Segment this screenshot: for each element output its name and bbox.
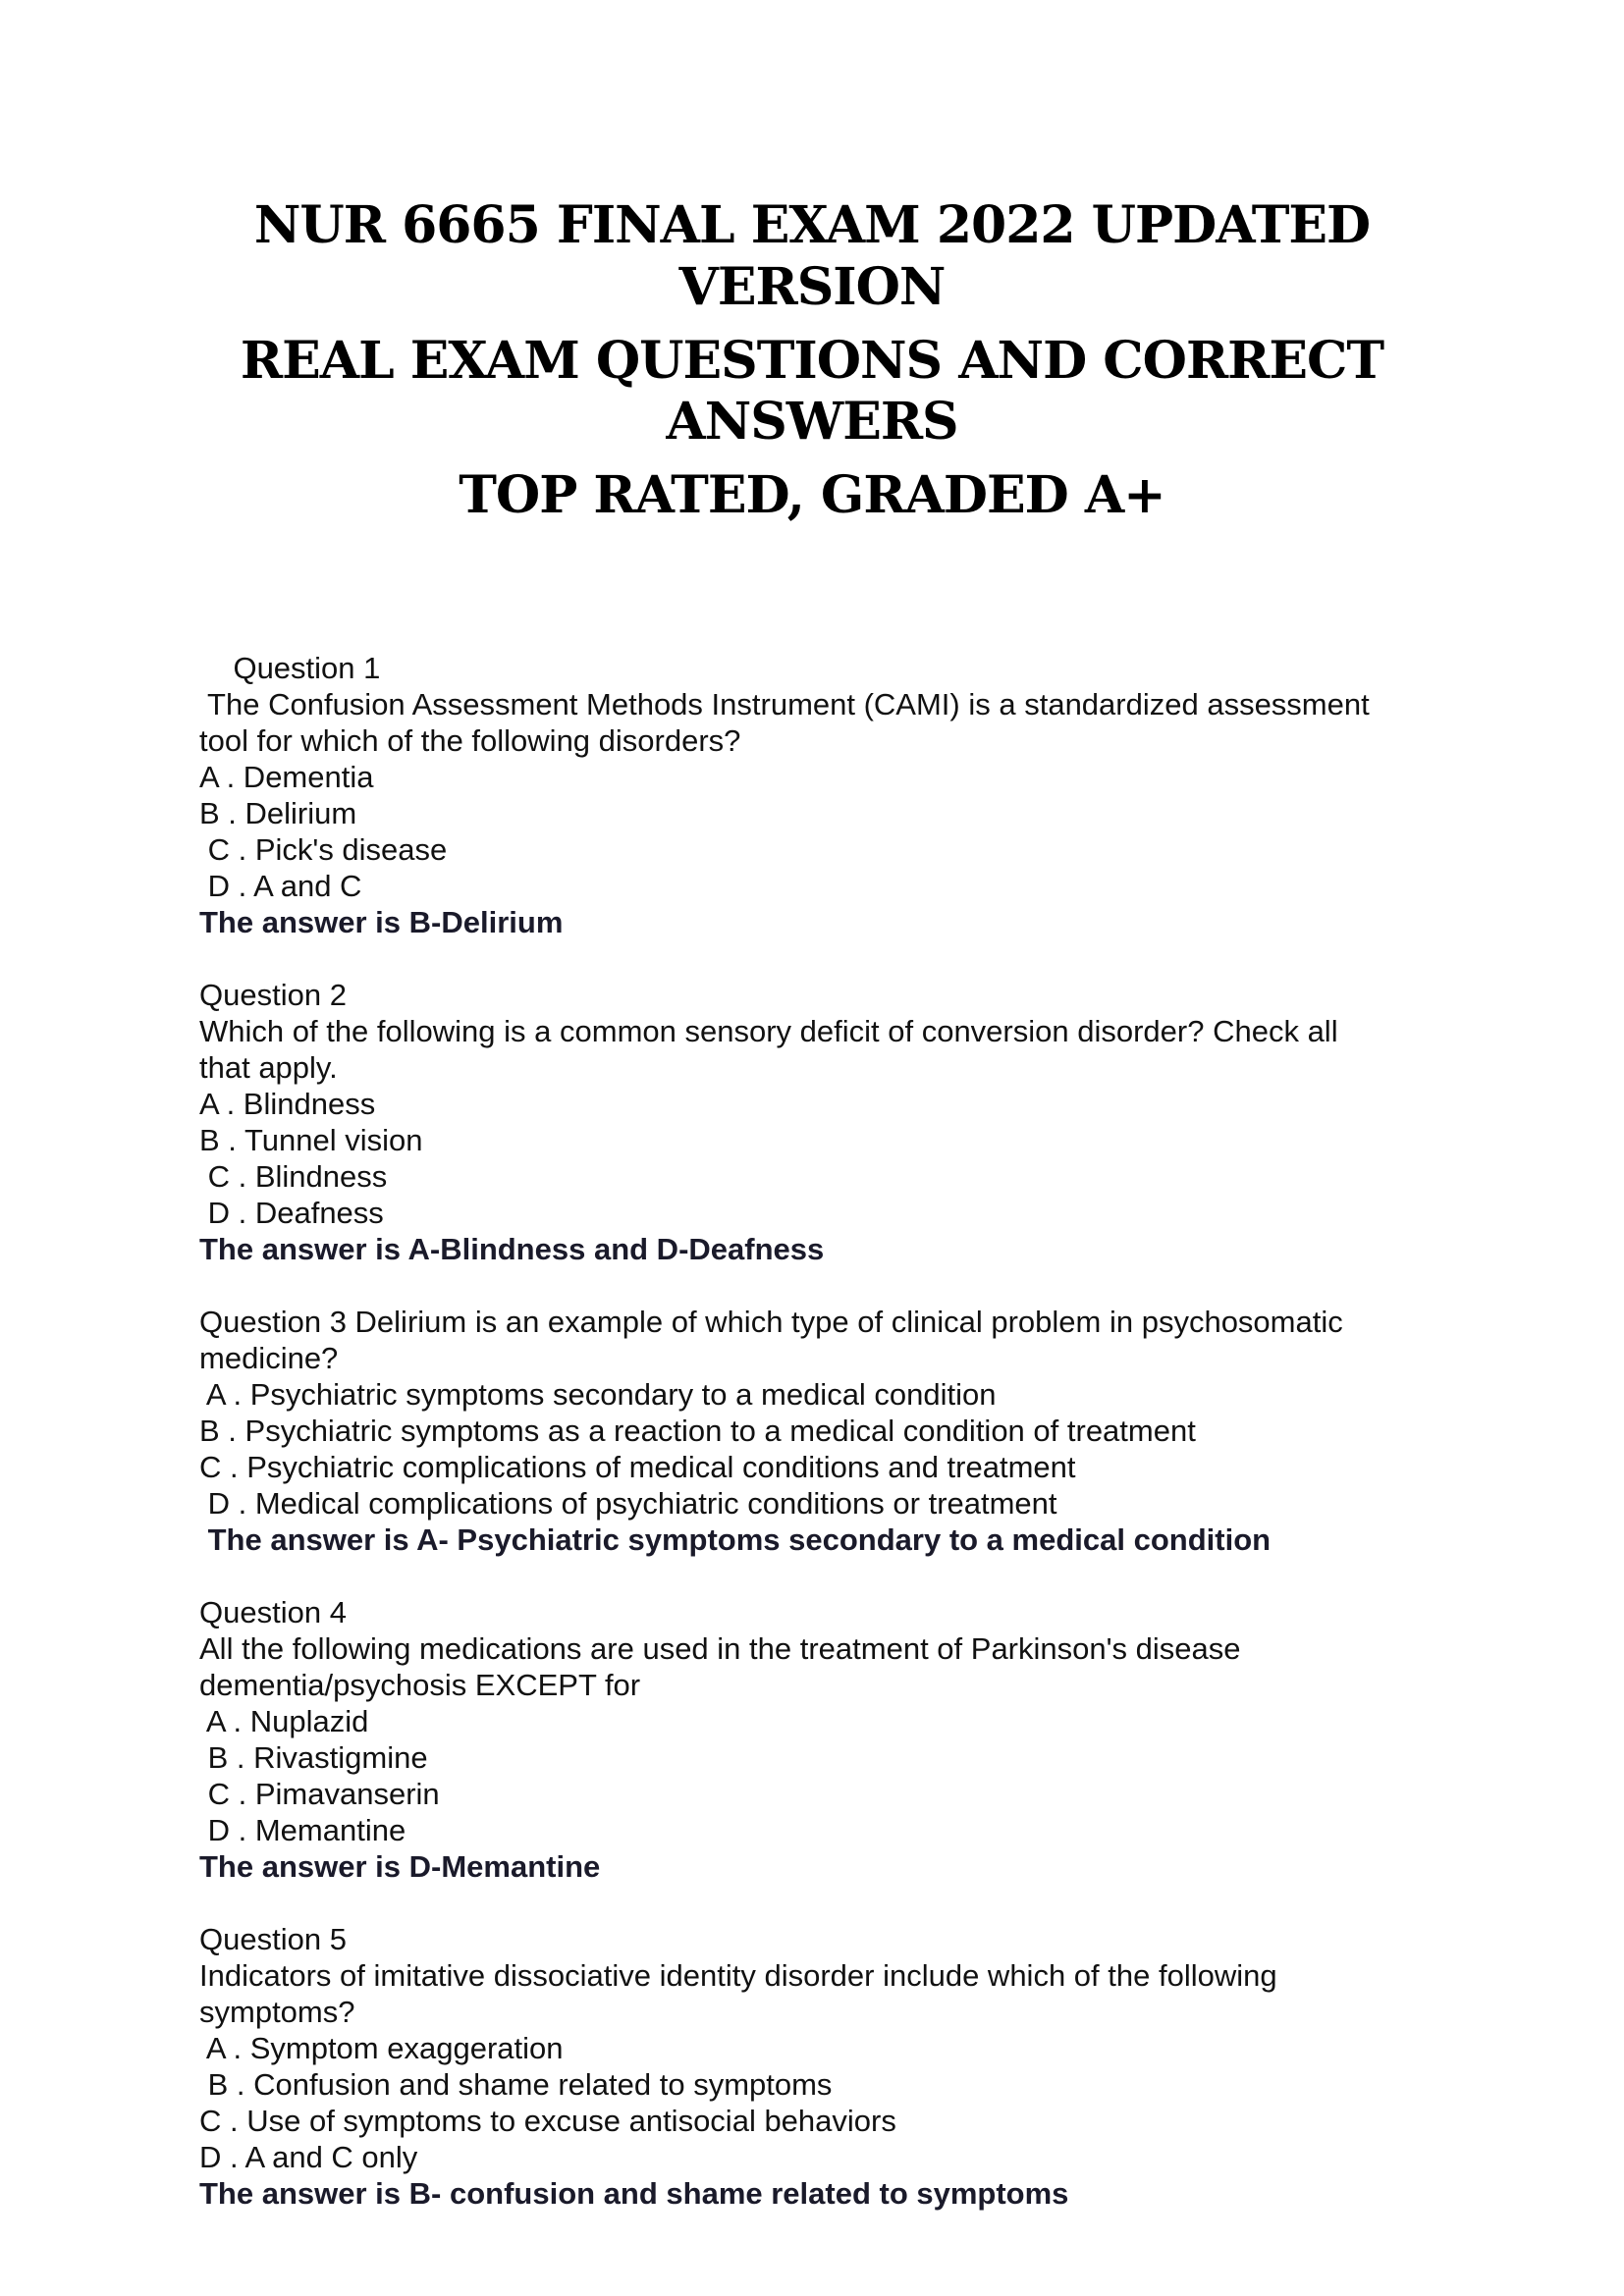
correct-answer: The answer is B-Delirium (199, 905, 564, 939)
question-text-line: All the following medications are used in the treatment of Parkinson's disease (199, 1631, 1241, 1666)
answer-option: B . Tunnel vision (199, 1123, 423, 1157)
answer-option: A . Dementia (199, 760, 374, 794)
answer-option: A . Psychiatric symptoms secondary to a medical condition (199, 1377, 997, 1412)
answer-option: D . A and C only (199, 2140, 418, 2174)
questions-list (199, 650, 1476, 2212)
spacer (199, 1885, 1476, 1921)
answer-option: B . Confusion and shame related to symptoms (199, 2067, 833, 2102)
question-text: Question 5 (199, 1922, 347, 1956)
answer-option: C . Blindness (199, 1159, 388, 1194)
correct-answer: The answer is D-Memantine (199, 1849, 601, 1884)
answer-option: C . Pimavanserin (199, 1777, 440, 1811)
question-text: Question 1 (199, 651, 381, 685)
answer-option: C . Use of symptoms to excuse antisocial behaviors (199, 2104, 896, 2138)
answer-option: C . Psychiatric complications of medical conditions and treatment (199, 1450, 1076, 1484)
question-block (199, 1304, 1476, 1594)
answer-option: D . A and C (199, 869, 362, 903)
question-text: Question 3 Delirium is an example of which type of clinical problem in psychosomatic (199, 1305, 1343, 1339)
answer-option: A . Blindness (199, 1087, 376, 1121)
question-block (199, 1921, 1476, 2212)
spacer (199, 1558, 1476, 1594)
answer-option: D . Memantine (199, 1813, 406, 1847)
correct-answer: The answer is A- Psychiatric symptoms secondary to a medical condition (199, 1522, 1272, 1557)
answer-option: C . Pick's disease (199, 832, 448, 867)
question-text-line: tool for which of the following disorders? (199, 723, 741, 758)
question-block (199, 650, 1476, 977)
question-text-line: that apply. (199, 1050, 338, 1085)
correct-answer: The answer is A-Blindness and D-Deafness (199, 1232, 825, 1266)
answer-option: D . Medical complications of psychiatric conditions or treatment (199, 1486, 1057, 1521)
title-line: NUR 6665 FINAL EXAM 2022 UPDATED (253, 195, 1371, 255)
question-text-line: Which of the following is a common sensory deficit of conversion disorder? Check all (199, 1014, 1338, 1048)
spacer (199, 1267, 1476, 1304)
title-line: VERSION (678, 257, 946, 317)
question-text-line: Indicators of imitative dissociative identity disorder include which of the following (199, 1958, 1277, 1993)
answer-option: B . Psychiatric symptoms as a reaction to a medical condition of treatment (199, 1414, 1196, 1448)
question-text-line: symptoms? (199, 1995, 355, 2029)
question-block (199, 977, 1476, 1304)
question-text-line: medicine? (199, 1341, 339, 1375)
answer-option: D . Deafness (199, 1196, 384, 1230)
title-line: TOP RATED, GRADED A+ (459, 465, 1165, 525)
answer-option: A . Symptom exaggeration (199, 2031, 564, 2065)
title-line: REAL EXAM QUESTIONS AND CORRECT (240, 331, 1384, 391)
question-block (199, 1594, 1476, 1921)
answer-option: B . Delirium (199, 796, 357, 830)
title-line: ANSWERS (666, 392, 958, 452)
question-text-line: dementia/psychosis EXCEPT for (199, 1668, 641, 1702)
question-text-line: The Confusion Assessment Methods Instrument (CAMI) is a standardized assessment (199, 687, 1370, 721)
spacer (199, 940, 1476, 977)
answer-option: B . Rivastigmine (199, 1740, 428, 1775)
question-text: Question 2 (199, 978, 347, 1012)
question-text: Question 4 (199, 1595, 347, 1629)
answer-option: A . Nuplazid (199, 1704, 369, 1738)
correct-answer: The answer is B- confusion and shame related to symptoms (199, 2176, 1069, 2211)
